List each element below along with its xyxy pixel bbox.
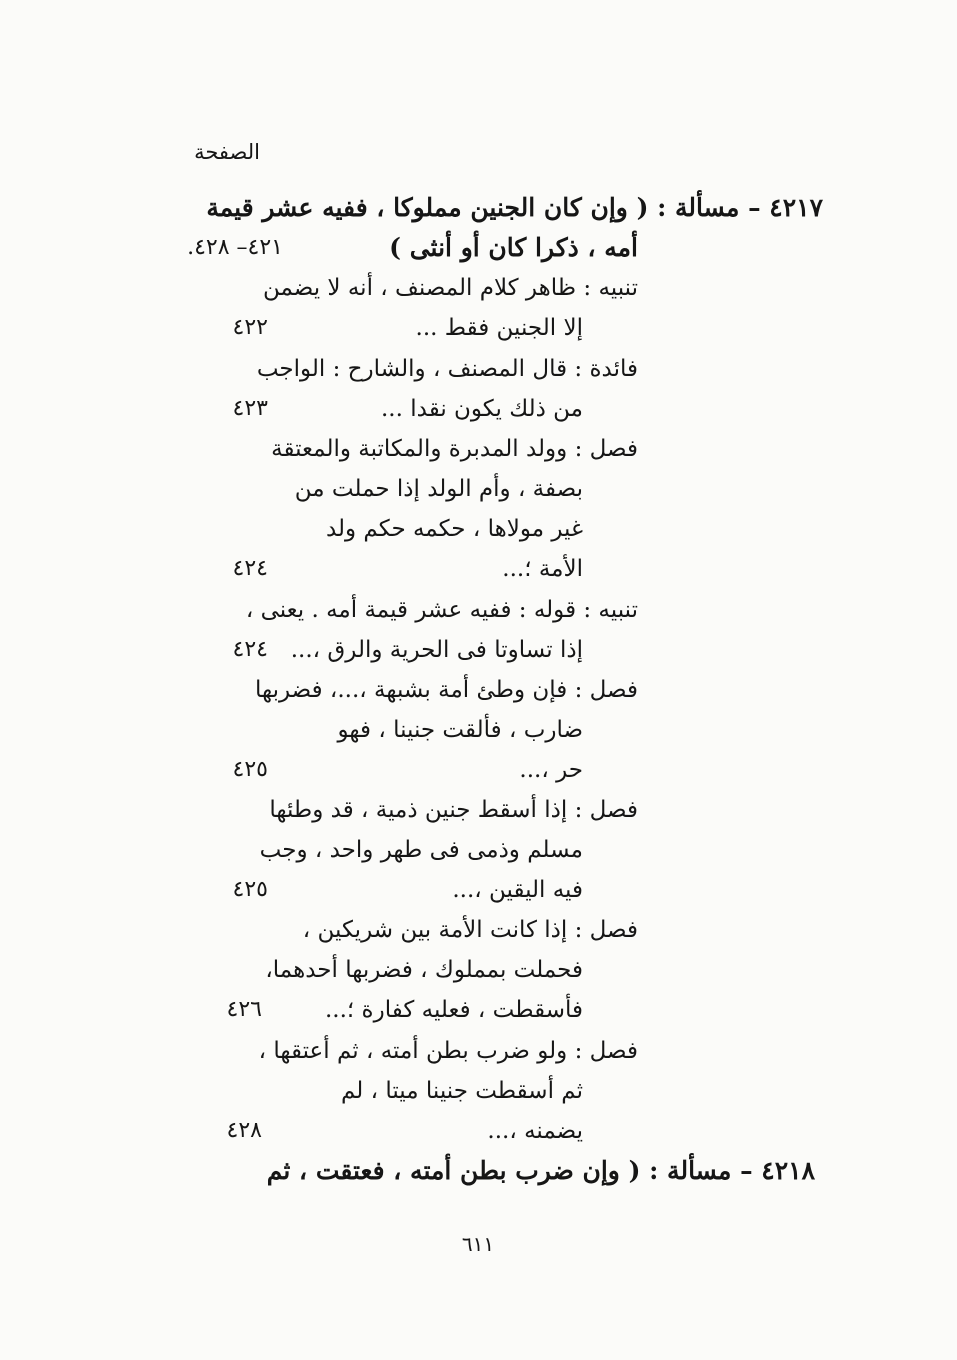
page-ref: ٤٢٤ xyxy=(232,637,268,662)
index-entry-text: من ذلك يكون نقدا ... xyxy=(380,396,583,422)
page-ref: ٤٢١– ٤٢٨. xyxy=(187,235,283,260)
page-ref: ٤٢٤ xyxy=(232,556,268,581)
index-entry-text: تنبيه : قوله : ففيه عشر قيمة أمه . يعنى ، xyxy=(245,597,638,623)
index-entry-text: فصل : ولو ضرب بطن أمته ، ثم أعتقها ، xyxy=(258,1038,638,1064)
index-line xyxy=(0,630,957,670)
index-line xyxy=(0,830,957,870)
page-number: ٦١١ xyxy=(461,1232,495,1256)
index-line xyxy=(0,870,957,910)
index-line xyxy=(0,389,957,429)
issue-heading-text: ٤٢١٨ – مسألة : ( وإن ضرب بطن أمته ، فعتقت ، ثم xyxy=(266,1156,815,1185)
index-line xyxy=(0,710,957,750)
index-line xyxy=(0,228,957,268)
index-entry-text: فصل : إذا كانت الأمة بين شريكين ، xyxy=(302,917,638,943)
index-entry-text: فأسقطت ، فعليه كفارة ؛... xyxy=(325,997,583,1023)
index-line xyxy=(0,1031,957,1071)
page-ref: ٤٢٣ xyxy=(232,396,268,421)
index-entry-text: إلا الجنين فقط ... xyxy=(415,315,583,341)
index-entry-text: فيه اليقين ،... xyxy=(452,877,583,903)
page-column-header: الصفحة xyxy=(194,140,260,164)
index-entry-text: فحملت بمملوك ، فضربها أحدهما، xyxy=(265,957,583,983)
index-line xyxy=(0,670,957,710)
page-ref: ٤٢٦ xyxy=(226,997,262,1022)
index-entry-text: مسلم وذمى فى طهر واحد ، وجب xyxy=(259,837,583,863)
index-entry-text: غير مولاها ، حكمه حكم ولد xyxy=(325,516,583,542)
index-line xyxy=(0,750,957,790)
page-ref: ٤٢٥ xyxy=(232,877,268,902)
index-line xyxy=(0,188,957,228)
index-line xyxy=(0,590,957,630)
issue-heading-text: ٤٢١٧ – مسألة : ( وإن كان الجنين مملوكا ، ففيه عشر قيمة xyxy=(206,193,823,222)
page-ref: ٤٢٥ xyxy=(232,757,268,782)
issue-heading-text: أمه ، ذكرا كان أو أنثى ) xyxy=(389,233,638,262)
index-entry-text: يضمنه ،... xyxy=(487,1118,583,1144)
index-line xyxy=(0,509,957,549)
index-line xyxy=(0,1071,957,1111)
index-line xyxy=(0,950,957,990)
index-line xyxy=(0,1151,957,1191)
page-ref: ٤٢٢ xyxy=(232,315,268,340)
index-line xyxy=(0,549,957,589)
index-entry-text: حر ،... xyxy=(519,757,583,783)
index-line xyxy=(0,990,957,1030)
page-ref: ٤٢٨ xyxy=(226,1118,262,1143)
index-line xyxy=(0,429,957,469)
index-line xyxy=(0,790,957,830)
index-entry-text: تنبيه : ظاهر كلام المصنف ، أنه لا يضمن xyxy=(262,275,638,301)
index-line xyxy=(0,469,957,509)
index-entry-text: فصل : وولد المدبرة والمكاتبة والمعتقة xyxy=(271,436,638,462)
index-line xyxy=(0,1111,957,1151)
index-entry-text: ضارب ، فألقت جنينا ، فهو xyxy=(337,717,583,743)
index-line xyxy=(0,910,957,950)
index-entry-text: بصفة ، وأم الولد إذا حملت من xyxy=(294,476,583,502)
index-entry-text: فصل : إذا أسقط جنين ذمية ، قد وطئها xyxy=(269,797,638,823)
index-entry-text: إذا تساوتا فى الحرية والرق ،... xyxy=(290,637,583,663)
index-entry-text: فائدة : قال المصنف ، والشارح : الواجب xyxy=(256,356,638,382)
index-entry-text: الأمة ؛... xyxy=(502,556,583,582)
index-line xyxy=(0,349,957,389)
index-line xyxy=(0,308,957,348)
index-entry-text: فصل : فإن وطئ أمة بشبهة ،...، فضربها xyxy=(254,677,638,703)
index-line xyxy=(0,268,957,308)
index-entry-text: ثم أسقطت جنينا ميتا ، لم xyxy=(340,1078,583,1104)
